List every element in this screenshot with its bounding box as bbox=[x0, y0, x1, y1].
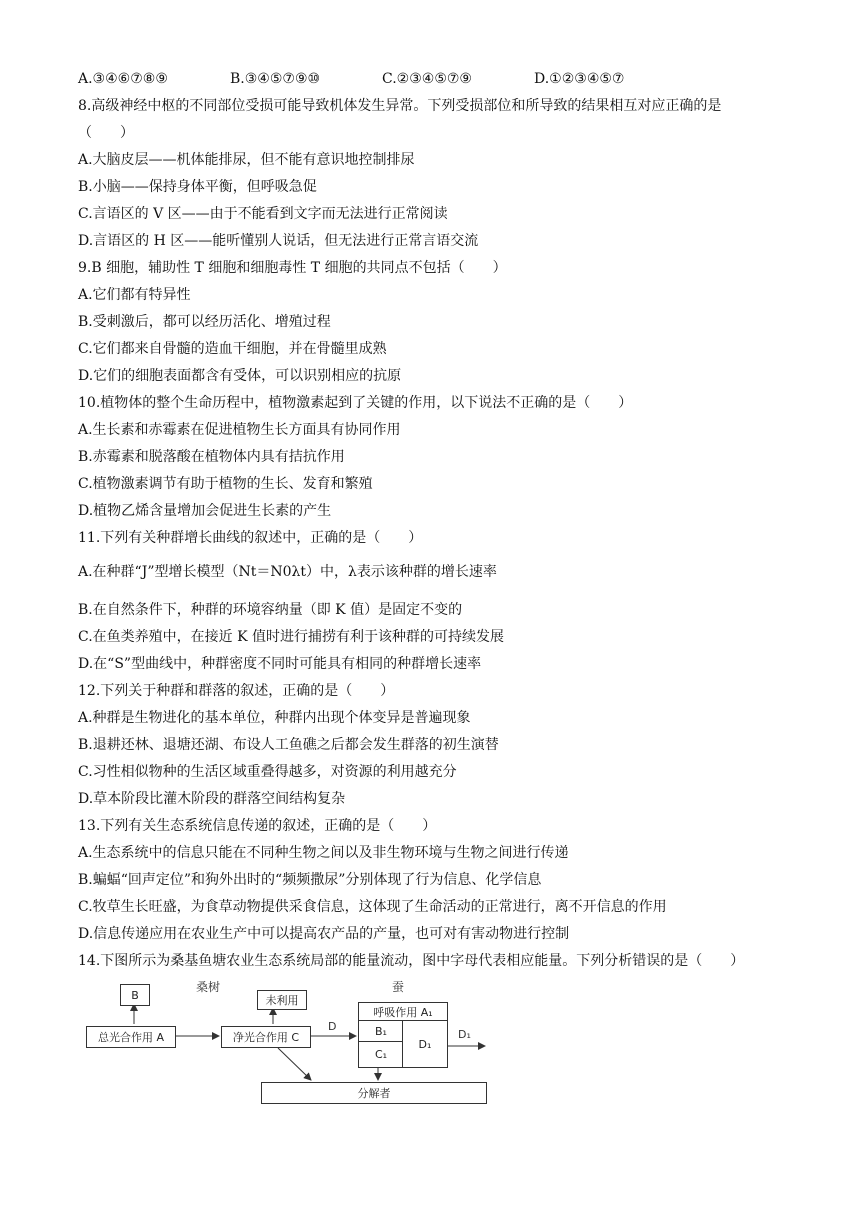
box-gross-photosynthesis: 总光合作用 A bbox=[86, 1026, 176, 1048]
option-text: B.退耕还林、退塘还湖、布设人工鱼礁之后都会发生群落的初生演替 bbox=[78, 737, 499, 753]
label-silkworm: 蚕 bbox=[392, 980, 405, 994]
option-text: D.信息传递应用在农业生产中可以提高农产品的产量，也可对有害动物进行控制 bbox=[78, 926, 570, 942]
label-d: D bbox=[328, 1020, 337, 1033]
option-text: D.草本阶段比灌木阶段的群落空间结构复杂 bbox=[78, 791, 346, 807]
option-text: D.在“S”型曲线中，种群密度不同时可能具有相同的种群增长速率 bbox=[78, 656, 482, 672]
question-stem: 10.植物体的整个生命历程中，植物激素起到了关键的作用，以下说法不正确的是（ ） bbox=[78, 395, 633, 411]
question-stem-cont: （ ） bbox=[78, 125, 134, 141]
options-line-q7 bbox=[78, 69, 624, 89]
question-stem: 12.下列关于种群和群落的叙述，正确的是（ ） bbox=[78, 683, 395, 699]
option-text: A.种群是生物进化的基本单位，种群内出现个体变异是普遍现象 bbox=[78, 710, 471, 726]
label-d1: D₁ bbox=[458, 1028, 471, 1041]
box-b1: B₁ bbox=[358, 1020, 404, 1043]
option-a: A.③④⑥⑦⑧⑨ bbox=[78, 71, 168, 87]
question-stem: 13.下列有关生态系统信息传递的叙述，正确的是（ ） bbox=[78, 818, 437, 834]
arrow-c-to-decomposer bbox=[278, 1048, 311, 1080]
option-text: D.它们的细胞表面都含有受体，可以识别相应的抗原 bbox=[78, 368, 402, 384]
box-b: B bbox=[120, 984, 150, 1006]
option-text: C.习性相似物种的生活区域重叠得越多，对资源的利用越充分 bbox=[78, 764, 457, 780]
box-d1: D₁ bbox=[402, 1020, 448, 1068]
option-text: B.赤霉素和脱落酸在植物体内具有拮抗作用 bbox=[78, 449, 345, 465]
option-d: D.①②③④⑤⑦ bbox=[534, 71, 625, 87]
option-c: C.②③④⑤⑦⑨ bbox=[382, 71, 472, 87]
option-text: A.它们都有特异性 bbox=[78, 287, 191, 303]
question-stem: 11.下列有关种群增长曲线的叙述中，正确的是（ ） bbox=[78, 530, 423, 546]
option-text: A.大脑皮层——机体能排尿，但不能有意识地控制排尿 bbox=[78, 152, 415, 168]
option-text: A.在种群“J”型增长模型（Nt＝N0λt）中，λ表示该种群的增长速率 bbox=[78, 564, 497, 580]
option-text: B.受刺激后，都可以经历活化、增殖过程 bbox=[78, 314, 331, 330]
question-stem: 9.B 细胞，辅助性 T 细胞和细胞毒性 T 细胞的共同点不包括（ ） bbox=[78, 260, 507, 276]
label-mulberry: 桑树 bbox=[196, 980, 221, 994]
option-text: D.植物乙烯含量增加会促进生长素的产生 bbox=[78, 503, 332, 519]
box-decomposer: 分解者 bbox=[261, 1082, 487, 1104]
option-text: C.植物激素调节有助于植物的生长、发育和繁殖 bbox=[78, 476, 373, 492]
option-text: C.在鱼类养殖中，在接近 K 值时进行捕捞有利于该种群的可持续发展 bbox=[78, 629, 505, 645]
option-text: B.在自然条件下，种群的环境容纳量（即 K 值）是固定不变的 bbox=[78, 602, 463, 618]
box-net-photosynthesis: 净光合作用 C bbox=[221, 1026, 311, 1048]
question-stem: 14.下图所示为桑基鱼塘农业生态系统局部的能量流动，图中字母代表相应能量。下列分析错误的是（ ） bbox=[78, 953, 745, 969]
option-text: C.言语区的 V 区——由于不能看到文字而无法进行正常阅读 bbox=[78, 206, 448, 222]
option-text: B.蝙蝠“回声定位”和狗外出时的“频频撒尿”分别体现了行为信息、化学信息 bbox=[78, 872, 542, 888]
question-stem: 8.高级神经中枢的不同部位受损可能导致机体发生异常。下列受损部位和所导致的结果相互对应正确的是 bbox=[78, 98, 722, 114]
option-text: B.小脑——保持身体平衡，但呼吸急促 bbox=[78, 179, 317, 195]
box-unused: 未利用 bbox=[257, 990, 307, 1010]
option-b: B.③④⑤⑦⑨⑩ bbox=[230, 71, 321, 87]
energy-flow-diagram bbox=[78, 976, 518, 1116]
option-text: C.牧草生长旺盛，为食草动物提供采食信息，这体现了生命活动的正常进行，离不开信息的作用 bbox=[78, 899, 667, 915]
box-c1: C₁ bbox=[358, 1041, 404, 1068]
option-text: D.言语区的 H 区——能听懂别人说话，但无法进行正常言语交流 bbox=[78, 233, 479, 249]
option-text: A.生长素和赤霉素在促进植物生长方面具有协同作用 bbox=[78, 422, 401, 438]
box-respiration: 呼吸作用 A₁ bbox=[358, 1002, 448, 1022]
option-text: A.生态系统中的信息只能在不同种生物之间以及非生物环境与生物之间进行传递 bbox=[78, 845, 569, 861]
option-text: C.它们都来自骨髓的造血干细胞，并在骨髓里成熟 bbox=[78, 341, 387, 357]
